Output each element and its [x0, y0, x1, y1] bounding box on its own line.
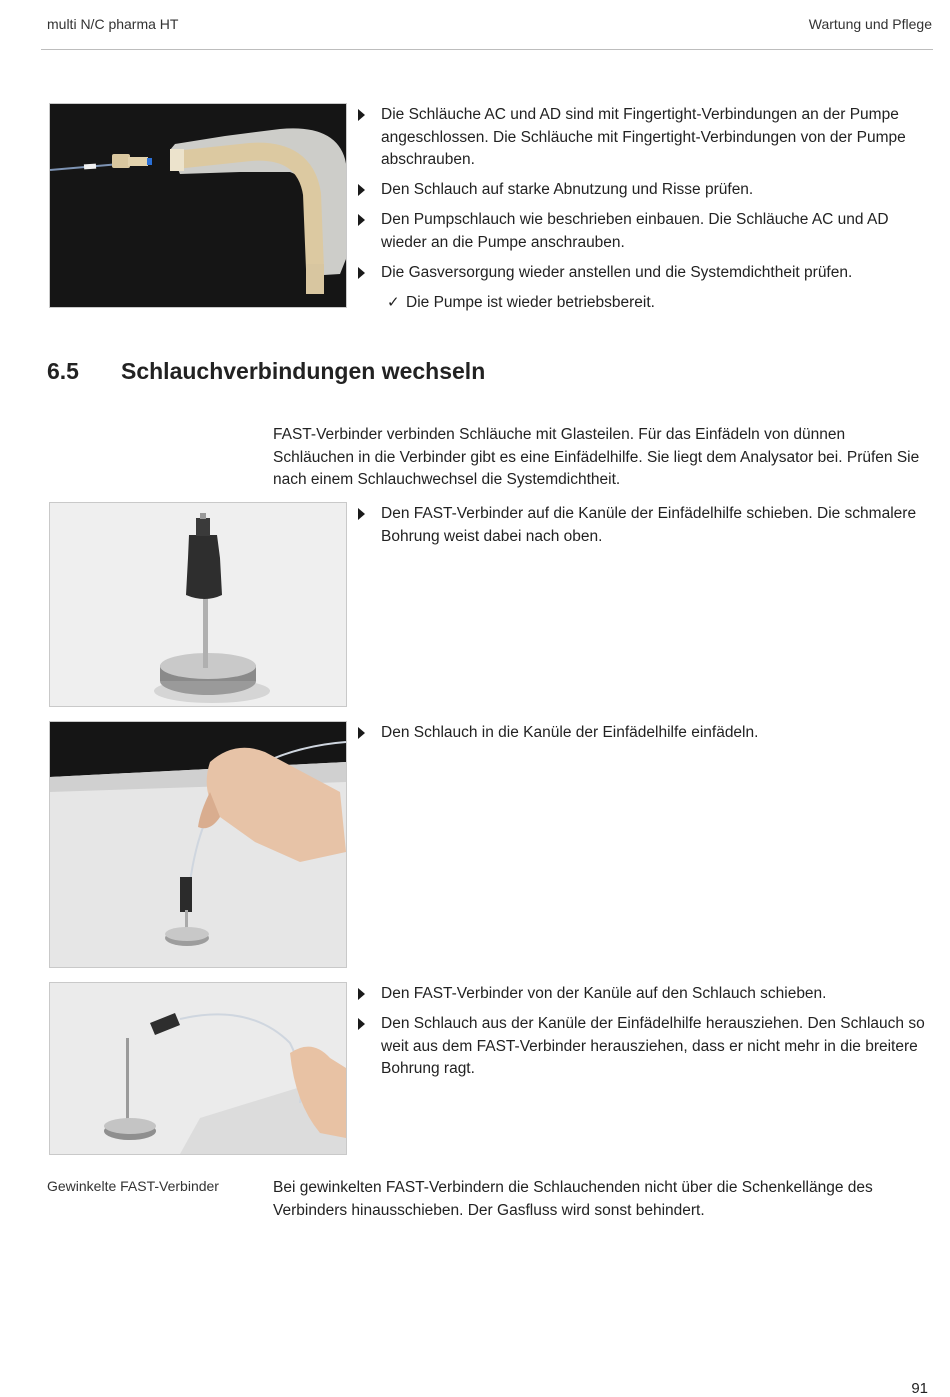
step-bullet-icon [358, 1018, 365, 1030]
step-bullet-icon [358, 267, 365, 279]
pump-hose-steps [356, 104, 926, 314]
pulling-hose-illustration [50, 983, 346, 1154]
margin-label: Gewinkelte FAST-Verbinder [47, 1178, 219, 1194]
threading-aid-photo [49, 502, 347, 707]
running-header-chapter: Wartung und Pflege [808, 16, 932, 32]
section-number: 6.5 [47, 358, 79, 384]
step-item [356, 503, 926, 548]
result-item [356, 292, 926, 315]
threading-steps-1 [356, 503, 926, 556]
checkmark-icon: ✓ [387, 293, 400, 311]
step-text: Den Pumpschlauch wie beschrieben einbauen. Die Schläuche AC und AD wieder an die Pumpe anschrauben. [381, 211, 889, 251]
step-text: Den Schlauch aus der Kanüle der Einfädelhilfe herausziehen. Den Schlauch so weit aus dem FAST-Verbinder herausziehen, dass er nicht mehr in die breitere Bohrung ragt. [381, 1015, 925, 1077]
threading-steps-2 [356, 722, 926, 752]
step-item [356, 209, 926, 254]
step-bullet-icon [358, 727, 365, 739]
step-text: Den Schlauch auf starke Abnutzung und Risse prüfen. [381, 181, 754, 198]
step-bullet-icon [358, 508, 365, 520]
page-number: 91 [911, 1380, 928, 1397]
step-text: Den FAST-Verbinder von der Kanüle auf den Schlauch schieben. [381, 985, 827, 1002]
result-text: Die Pumpe ist wieder betriebsbereit. [406, 293, 655, 311]
step-bullet-icon [358, 109, 365, 121]
intro-paragraph: FAST-Verbinder verbinden Schläuche mit Glasteilen. Für das Einfädeln von dünnen Schläuchen in die Verbinder gibt es eine Einfädelhilfe. Sie liegt dem Analysator bei. Prüfen Sie nach einem Schlauchwechsel die Systemdichtheit. [273, 426, 920, 488]
threading-hose-illustration [50, 722, 346, 967]
step-item [356, 262, 926, 285]
header-divider [41, 49, 933, 50]
step-bullet-icon [358, 214, 365, 226]
section-title: Schlauchverbindungen wechseln [121, 358, 486, 384]
pump-hose-photo [49, 103, 347, 308]
step-text: Die Gasversorgung wieder anstellen und die Systemdichtheit prüfen. [381, 263, 853, 281]
step-item [356, 983, 926, 1006]
step-item [356, 722, 926, 745]
step-item [356, 1013, 926, 1081]
threading-hose-photo [49, 721, 347, 968]
step-text: Den FAST-Verbinder auf die Kanüle der Einfädelhilfe schieben. Die schmalere Bohrung weist dabei nach oben. [381, 505, 917, 545]
note-paragraph: Bei gewinkelten FAST-Verbindern die Schlauchenden nicht über die Schenkellänge des Verbinders hinausschieben. Der Gasfluss wird sonst behindert. [273, 1179, 873, 1219]
pulling-hose-photo [49, 982, 347, 1155]
running-header-product: multi N/C pharma HT [47, 16, 179, 32]
threading-aid-illustration [50, 503, 346, 706]
step-bullet-icon [358, 184, 365, 196]
threading-steps-3 [356, 983, 926, 1088]
step-text: Die Schläuche AC und AD sind mit Fingertight-Verbindungen an der Pumpe angeschlossen. Die Schläuche mit Fingertight-Verbindungen von der Pumpe abschrauben. [381, 106, 906, 168]
step-bullet-icon [358, 988, 365, 1000]
step-text: Den Schlauch in die Kanüle der Einfädelhilfe einfädeln. [381, 724, 759, 741]
step-item [356, 104, 926, 172]
step-item [356, 179, 926, 202]
pump-hose-illustration [50, 104, 346, 307]
